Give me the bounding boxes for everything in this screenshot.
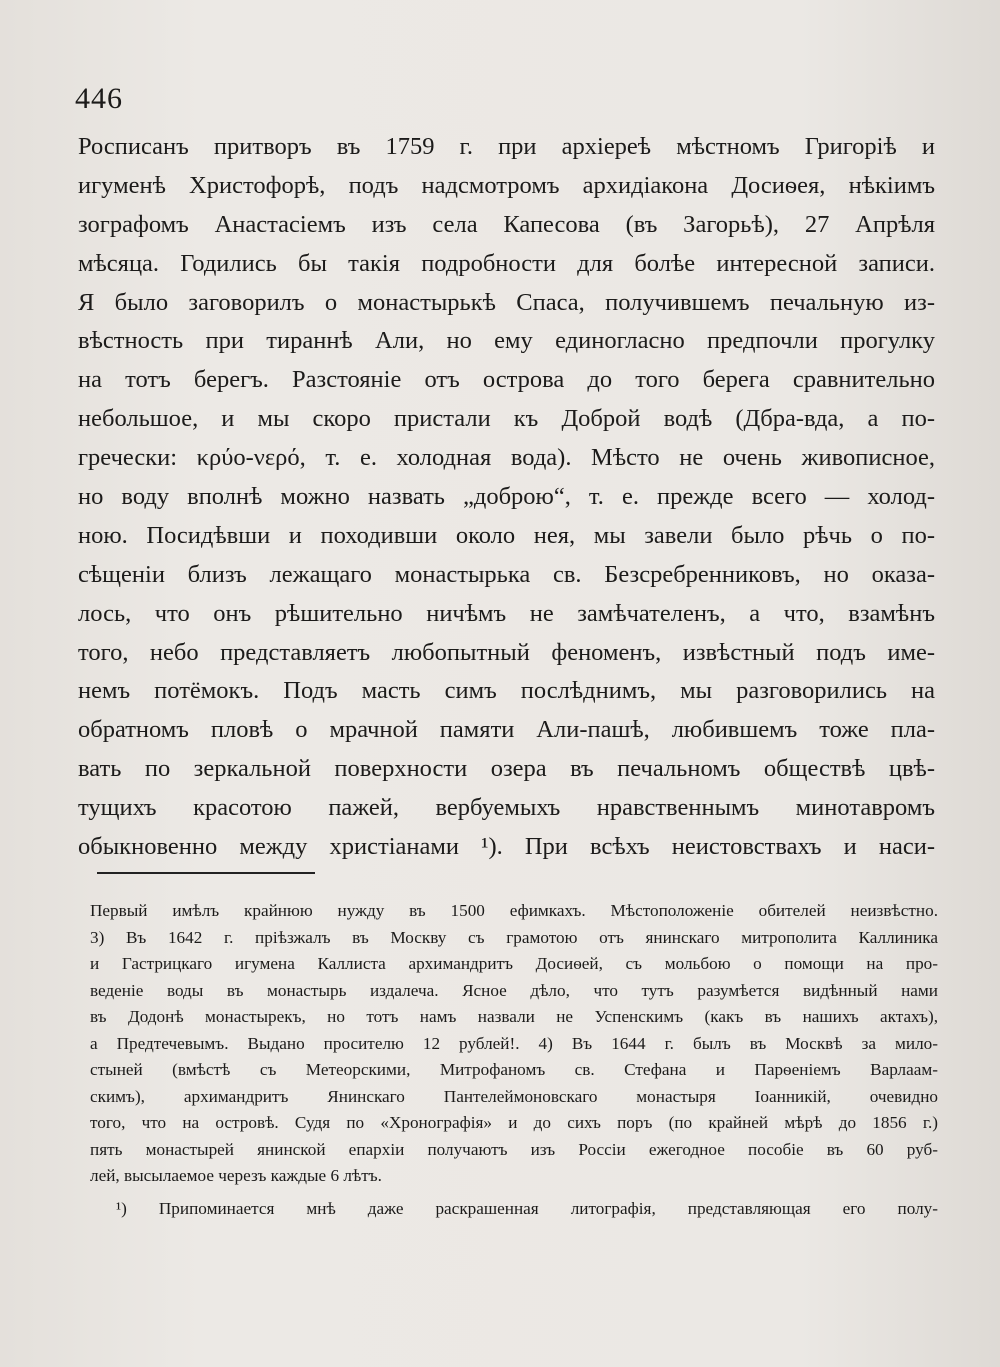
text-line: сѣщеніи близъ лежащаго монастырька св. Безсребренниковъ, но оказа- — [78, 560, 935, 588]
footnote-divider — [97, 872, 315, 874]
text-line: вѣстность при тираннѣ Али, но ему единогласно предпочли прогулку — [78, 327, 935, 355]
note-line: и Гастрицкаго игумена Каллиста архимандритъ Досиѳей, съ мольбою о помощи на про- — [90, 954, 938, 973]
note-line: лей, высылаемое черезъ каждые 6 лѣтъ. — [90, 1166, 382, 1185]
text-line: на тотъ берегъ. Разстояніе отъ острова до того берега сравнительно — [78, 366, 935, 394]
note-line: стыней (вмѣстѣ съ Метеорскими, Митрофаномъ св. Стефана и Парѳеніемъ Варлаам- — [90, 1060, 938, 1079]
note-line: скимъ), архимандритъ Янинскаго Пантелеймоновскаго монастыря Іоанникій, очевидно — [90, 1086, 938, 1106]
text-line: мѣсяца. Годились бы такія подробности для болѣе интересной записи. — [78, 249, 935, 277]
text-line: Росписанъ притворъ въ 1759 г. при архіереѣ мѣстномъ Григоріѣ и — [78, 133, 935, 160]
text-line: вать по зеркальной поверхности озера въ печальномъ обществѣ цвѣ- — [78, 755, 935, 783]
note-line: веденіе воды въ монастырь издалеча. Ясное дѣло, что тутъ разумѣется видѣнный нами — [90, 980, 938, 1000]
text-line: гречески: κρύο-νερό, т. е. холодная вода). Мѣсто не очень живописное, — [78, 444, 935, 472]
note-line: въ Додонѣ монастырекъ, но тотъ намъ назвали не Успенскимъ (какъ въ нашихъ актахъ), — [90, 1007, 938, 1026]
text-line: игуменѣ Христофорѣ, подъ надсмотромъ архидіакона Досиѳея, нѣкіимъ — [78, 171, 935, 199]
text-line: немъ потёмокъ. Подъ масть симъ послѣднимъ, мы разговорились на — [78, 677, 935, 705]
footnote — [116, 1196, 938, 1223]
text-line: зографомъ Анастасіемъ изъ села Капесова (въ Загорьѣ), 27 Апрѣля — [78, 210, 935, 238]
text-line: лось, что онъ рѣшительно ничѣмъ не замѣчателенъ, а что, взамѣнъ — [78, 599, 935, 627]
note-line: 3) Въ 1642 г. пріѣзжалъ въ Москву съ грамотою отъ янинскаго митрополита Каллиника — [90, 927, 938, 947]
note-line: Первый имѣлъ крайнюю нужду въ 1500 ефимкахъ. Мѣстоположеніе обителей неизвѣстно. — [90, 901, 938, 920]
footnote-text: ¹) Припоминается мнѣ даже раскрашенная литографія, представляющая его полу- — [116, 1199, 938, 1218]
text-line: небольшое, и мы скоро пристали къ Доброй водѣ (Дбра-вда, а по- — [78, 405, 935, 433]
note-line: а Предтечевымъ. Выдано просителю 12 рублей!. 4) Въ 1644 г. былъ въ Москвѣ за мило- — [90, 1033, 938, 1053]
text-line: обратномъ пловѣ о мрачной памяти Али-пашѣ, любившемъ тоже пла- — [78, 716, 935, 744]
text-line: тущихъ красотою пажей, вербуемыхъ нравственнымъ минотавромъ — [78, 794, 935, 822]
note-line: пять монастырей янинской епархіи получаютъ изъ Россіи ежегодное пособіе въ 60 руб- — [90, 1139, 938, 1159]
text-line: обыкновенно между христіанами ¹). При всѣхъ неистовствахъ и наси- — [78, 833, 935, 861]
text-line: Я было заговорилъ о монастырькѣ Спаса, получившемъ печальную из- — [78, 288, 935, 316]
note-line: того, что на островѣ. Судя по «Хронографія» и до сихъ поръ (по крайней мѣрѣ до 1856 г.) — [90, 1113, 938, 1132]
text-line: но воду вполнѣ можно назвать „доброю“, т. е. прежде всего — холод- — [78, 483, 935, 511]
page-number: 446 — [75, 82, 123, 115]
main-text-block — [78, 128, 935, 867]
text-line: того, небо представляетъ любопытный феноменъ, извѣстный подъ име- — [78, 638, 935, 666]
notes-block — [90, 898, 938, 1190]
text-line: ною. Посидѣвши и походивши около нея, мы завели было рѣчь о по- — [78, 521, 935, 549]
